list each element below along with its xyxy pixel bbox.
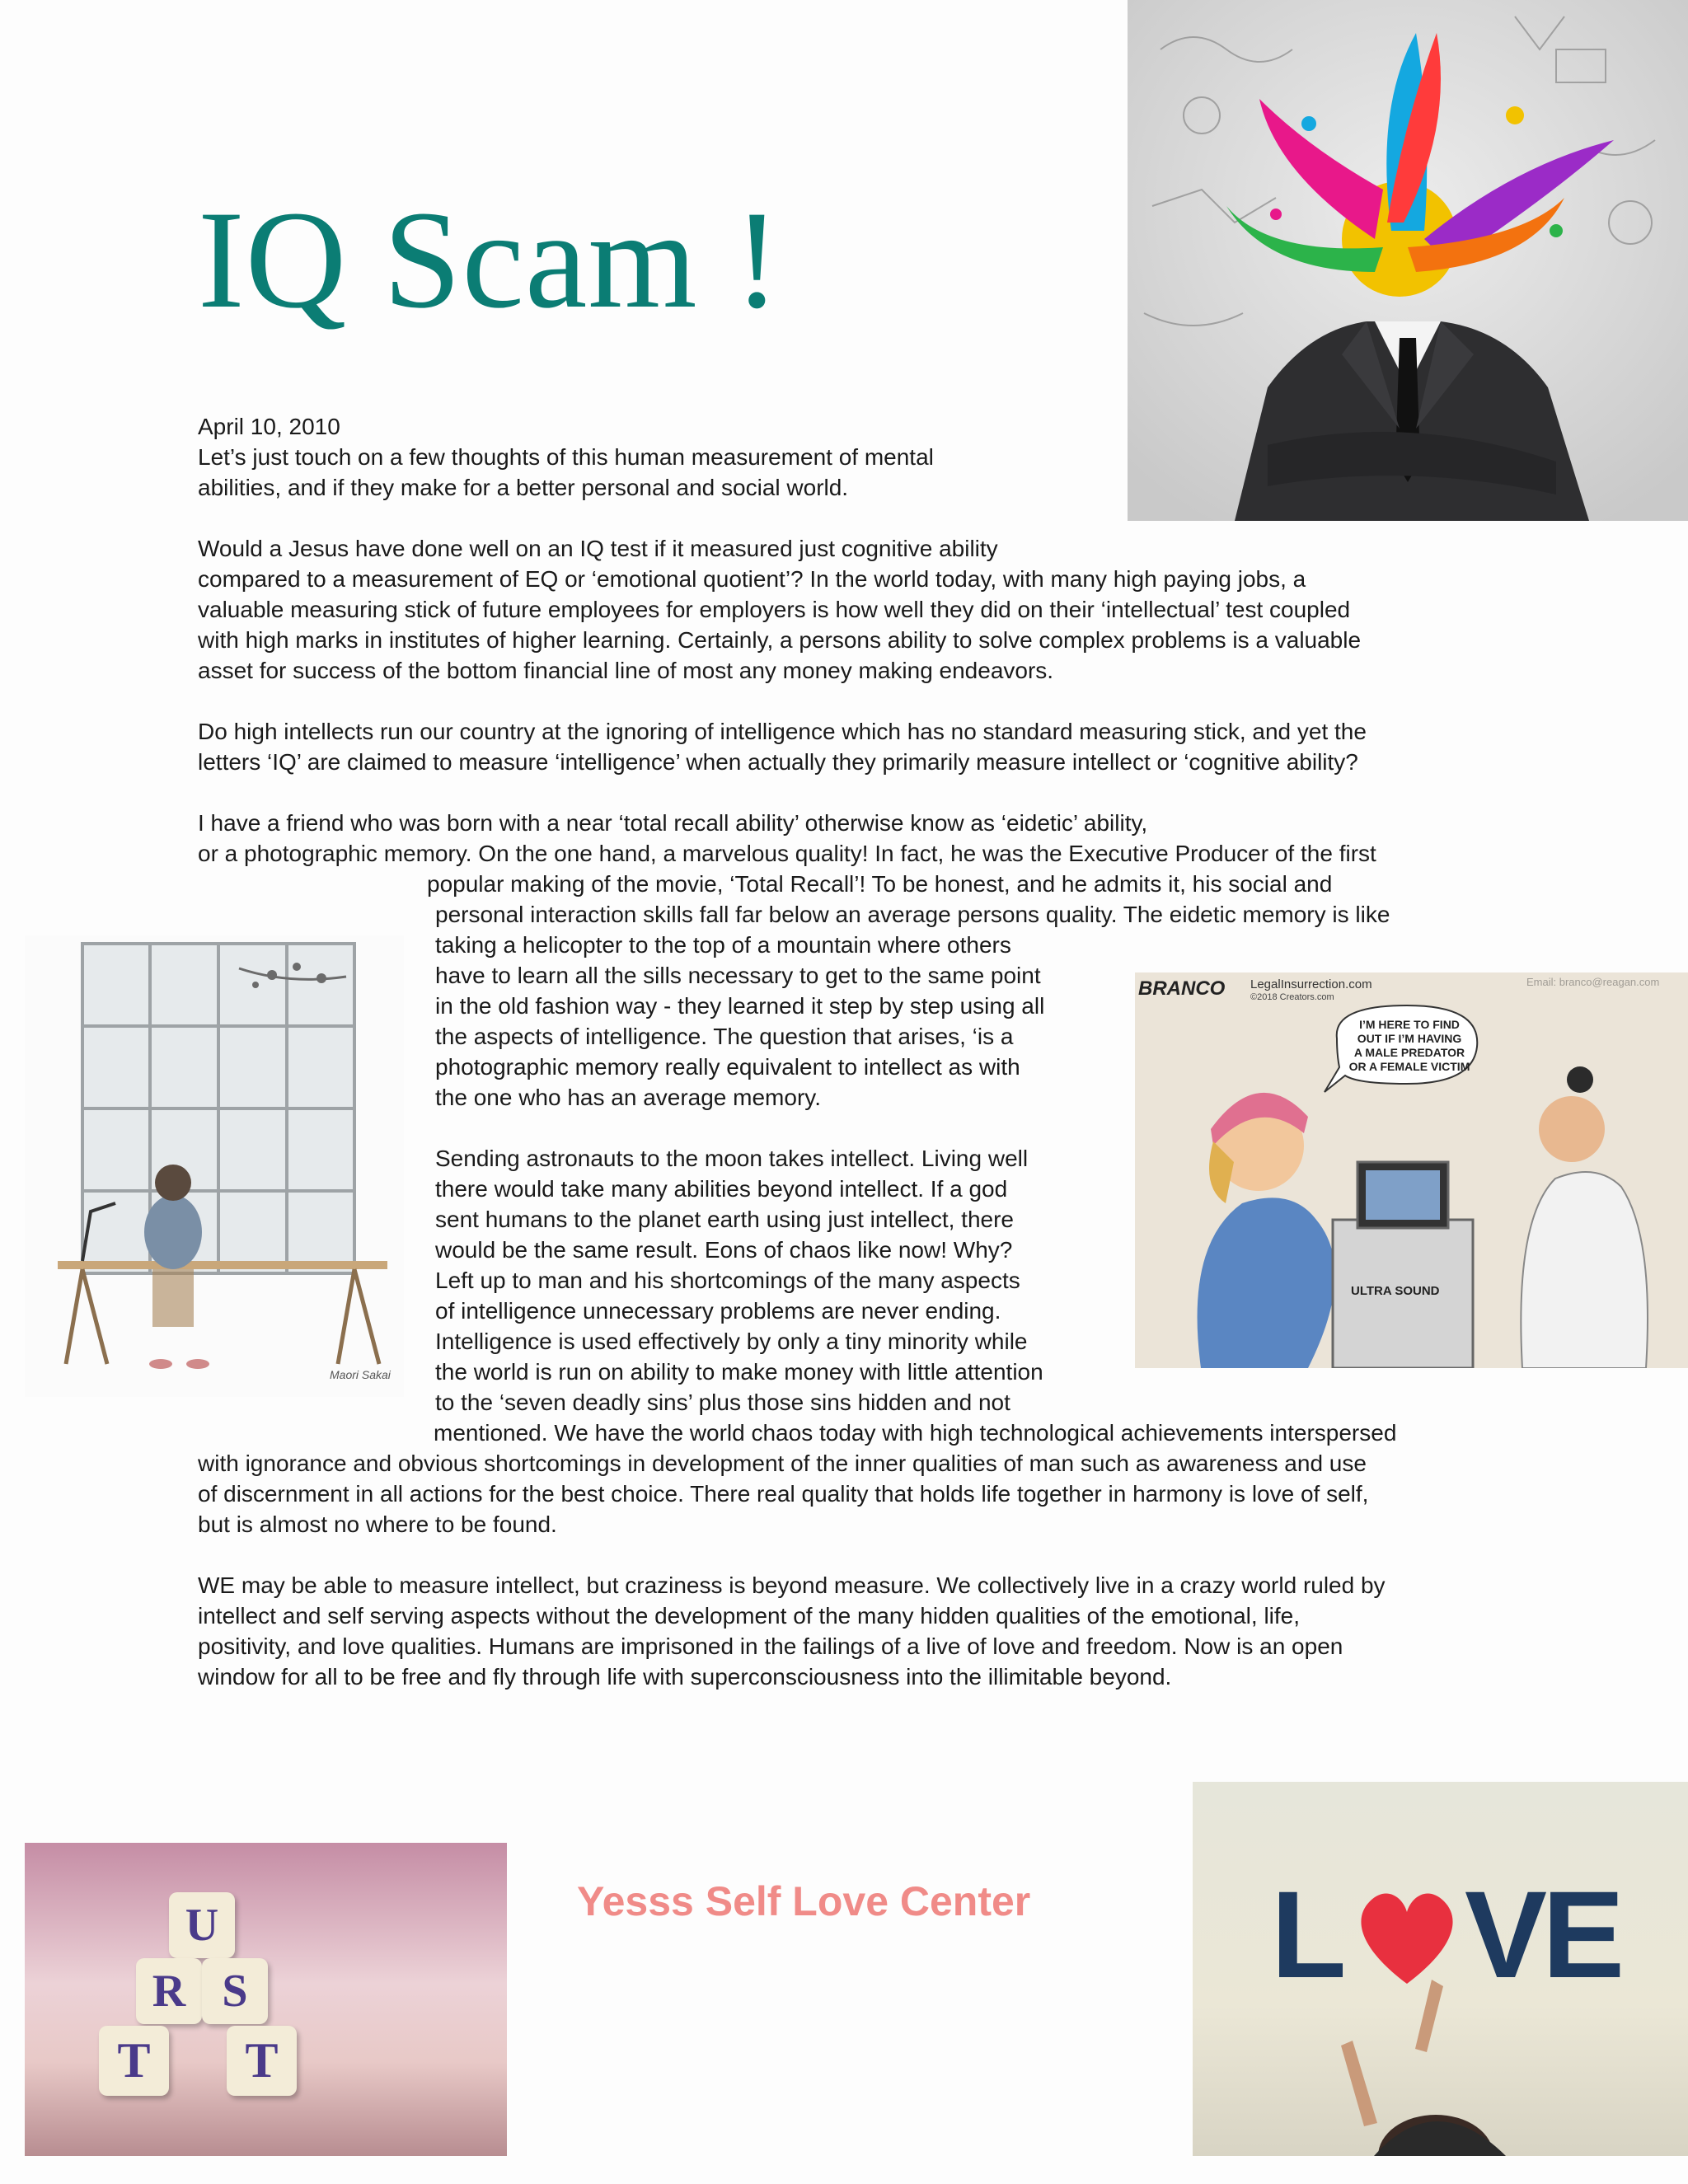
love-letters-ve: VE (1465, 1865, 1620, 2004)
body-line: intellect and self serving aspects without the development of the many hidden qualities of the emotional, life, (198, 1603, 1301, 1629)
body-line: asset for success of the bottom financial line of most any money making endeavors. (198, 658, 1054, 683)
cartoon-speech (1348, 1018, 1471, 1074)
body-line: compared to a measurement of EQ or ‘emotional quotient’? In the world today, with many high paying jobs, a (198, 566, 1306, 592)
body-line: sent humans to the planet earth using just intellect, there (435, 1207, 1014, 1232)
heart-icon (1349, 1881, 1465, 1996)
body-line: would be the same result. Eons of chaos like now! Why? (435, 1237, 1013, 1263)
article-date: April 10, 2010 (198, 414, 340, 439)
trust-blocks-image (25, 1843, 507, 2156)
reaching-person (1316, 1980, 1564, 2156)
artist-signature: Maori Sakai (330, 1368, 391, 1381)
cartoon-email: Email: branco@reagan.com (1526, 976, 1660, 988)
love-letter-l: L (1271, 1865, 1347, 2004)
body-line: abilities, and if they make for a better personal and social world. (198, 475, 849, 500)
block-letter: T (227, 2026, 297, 2096)
body-line: I have a friend who was born with a near ‘total recall ability’ otherwise know as ‘eidetic’ ability, (198, 810, 1148, 836)
body-line: there would take many abilities beyond intellect. If a god (435, 1176, 1008, 1202)
body-line: mentioned. We have the world chaos today with high technological achievements interspersed (434, 1420, 1397, 1446)
body-line: with high marks in institutes of higher learning. Certainly, a persons ability to solve complex problems is a valuable (198, 627, 1362, 653)
page-title: IQ Scam ! (198, 182, 781, 337)
body-line: Would a Jesus have done well on an IQ test if it measured just cognitive ability (198, 536, 998, 561)
body-line: personal interaction skills fall far below an average persons quality. The eidetic memory is like (435, 902, 1390, 927)
footer-brand: Yesss Self Love Center (577, 1878, 1031, 1924)
love-wall-image (1193, 1782, 1688, 2156)
speech-line: OR A FEMALE VICTIM (1348, 1060, 1470, 1073)
body-line: in the old fashion way - they learned it step by step using all (435, 993, 1045, 1019)
body-line: Left up to man and his shortcomings of the many aspects (435, 1268, 1020, 1293)
ultrasound-label: ULTRA SOUND (1351, 1284, 1440, 1298)
body-line: of discernment in all actions for the best choice. There real quality that holds life together in harmony is love of self, (198, 1481, 1369, 1507)
cartoon-copyright: ©2018 Creators.com (1250, 992, 1334, 1002)
body-line: but is almost no where to be found. (198, 1511, 557, 1537)
body-line: have to learn all the sills necessary to get to the same point (435, 963, 1041, 988)
body-line: Intelligence is used effectively by only a tiny minority while (435, 1329, 1028, 1354)
desk-window-illustration (25, 935, 404, 1397)
head-explosion-image (1128, 0, 1688, 521)
speech-line: I’M HERE TO FIND (1359, 1018, 1460, 1031)
body-line: of intelligence unnecessary problems are never ending. (435, 1298, 1001, 1324)
cartoon-site: LegalInsurrection.com (1250, 977, 1372, 991)
body-line: or a photographic memory. On the one hand, a marvelous quality! In fact, he was the Executive Producer of the first (198, 841, 1376, 866)
body-line: popular making of the movie, ‘Total Recall’! To be honest, and he admits it, his social and (427, 871, 1333, 897)
speech-line: A MALE PREDATOR (1353, 1046, 1465, 1059)
speech-line: OUT IF I’M HAVING (1357, 1032, 1462, 1045)
body-line: Do high intellects run our country at the ignoring of intelligence which has no standard measuring stick, and yet the (198, 719, 1367, 744)
block-letter: U (169, 1892, 235, 1958)
body-line: valuable measuring stick of future employees for employers is how well they did on their ‘intellectual’ test coupled (198, 597, 1351, 622)
body-line: photographic memory really equivalent to intellect as with (435, 1054, 1020, 1080)
body-line: the world is run on ability to make money with little attention (435, 1359, 1043, 1385)
body-line: with ignorance and obvious shortcomings in development of the inner qualities of man such as awareness and use (198, 1451, 1367, 1476)
ultrasound-cartoon (1135, 972, 1688, 1368)
body-line: the one who has an average memory. (435, 1085, 821, 1110)
body-line: window for all to be free and fly through life with superconsciousness into the illimitable beyond. (198, 1664, 1172, 1690)
body-line: letters ‘IQ’ are claimed to measure ‘intelligence’ when actually they primarily measure intellect or ‘cognitive ability? (198, 749, 1358, 775)
block-letter: R (136, 1958, 202, 2024)
body-line: taking a helicopter to the top of a mountain where others (435, 932, 1011, 958)
body-line: Sending astronauts to the moon takes intellect. Living well (435, 1146, 1029, 1171)
body-line: positivity, and love qualities. Humans are imprisoned in the failings of a live of love and freedom. Now is an open (198, 1633, 1343, 1659)
body-line: to the ‘seven deadly sins’ plus those sins hidden and not (435, 1390, 1010, 1415)
cartoon-artist-logo: BRANCO (1138, 977, 1226, 1000)
block-letter: T (99, 2026, 169, 2096)
body-line: Let’s just touch on a few thoughts of this human measurement of mental (198, 444, 934, 470)
block-letter: S (202, 1958, 268, 2024)
body-line: WE may be able to measure intellect, but craziness is beyond measure. We collectively live in a crazy world ruled by (198, 1572, 1386, 1598)
body-line: the aspects of intelligence. The question that arises, ‘is a (435, 1024, 1014, 1049)
